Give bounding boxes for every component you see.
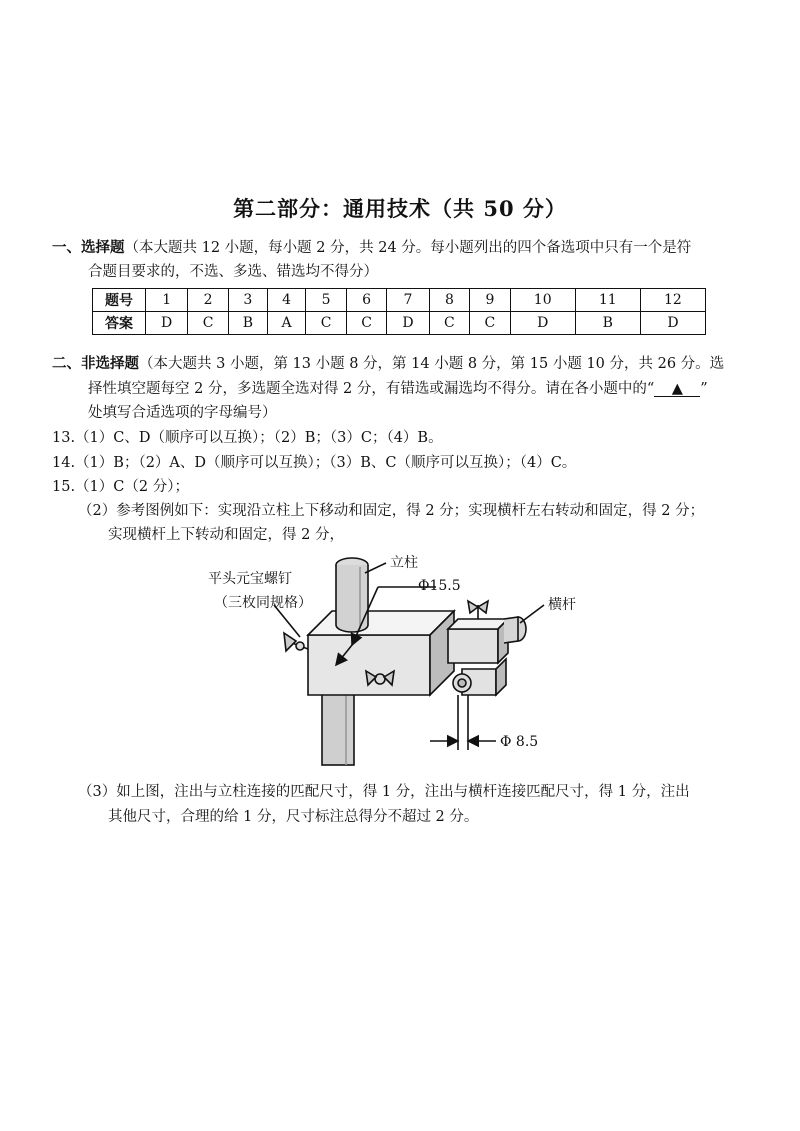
table-cell: 11 <box>575 289 640 312</box>
label-dim-crossbar: Φ 8.5 <box>500 734 539 750</box>
section2-line2-text: 择性填空题每空 2 分，多选题全选对得 2 分，有错选或漏选均不得分。请在各小题中的“ <box>88 381 655 397</box>
table-cell: C <box>306 312 347 335</box>
table-cell: 3 <box>228 289 267 312</box>
table-cell: C <box>429 312 470 335</box>
answer-q15-3a: （3）如上图，注出与立柱连接的匹配尺寸，得 1 分，注出与横杆连接匹配尺寸，得 1 分，注出 <box>78 784 690 800</box>
label-screw-1: 平头元宝螺钉 <box>208 571 292 587</box>
answer-q15-1: 15.（1）C（2 分）； <box>52 479 189 495</box>
section1-intro: （本大题共 12 小题，每小题 2 分，共 24 分。每小题列出的四个备选项中只有一个是符 <box>124 240 692 256</box>
table-cell: B <box>575 312 640 335</box>
label-dim-column: Φ15.5 <box>418 578 461 594</box>
label-screw-2: （三枚同规格） <box>214 595 312 611</box>
table-cell: D <box>510 312 575 335</box>
label-crossbar: 横杆 <box>548 597 576 613</box>
table-cell: 12 <box>640 289 705 312</box>
section1-heading: 一、选择题 <box>52 239 125 256</box>
answer-blank: ▲ <box>654 382 700 397</box>
table-cell: 1 <box>146 289 188 312</box>
table-cell: 5 <box>306 289 347 312</box>
table-cell: D <box>146 312 188 335</box>
table-cell: D <box>387 312 429 335</box>
table-cell: C <box>470 312 511 335</box>
answer-q15-2b: 实现横杆上下转动和固定，得 2 分， <box>108 527 344 543</box>
answer-q15-3b: 其他尺寸，合理的给 1 分，尺寸标注总得分不超过 2 分。 <box>108 809 479 825</box>
section2-line3: 处填写合适选项的字母编号） <box>88 405 277 421</box>
table-cell: 9 <box>470 289 511 312</box>
table-cell: 6 <box>346 289 387 312</box>
table-cell: 8 <box>429 289 470 312</box>
table-cell: D <box>640 312 705 335</box>
section2-heading: 二、非选择题 <box>52 355 139 372</box>
page-title: 第二部分：通用技术（共 50 分） <box>233 196 567 221</box>
answer-q14: 14.（1）B；（2）A、D（顺序可以互换）；（3）B、C（顺序可以互换）；（4）C。 <box>52 455 577 471</box>
section2-line2-close: ” <box>700 381 708 397</box>
table-header-answer: 答案 <box>93 312 146 335</box>
table-cell: 2 <box>188 289 229 312</box>
answer-table <box>92 288 706 335</box>
table-row <box>93 289 706 312</box>
section1-line1 <box>52 236 691 257</box>
table-cell: B <box>228 312 267 335</box>
answer-q15-2a: （2）参考图例如下：实现沿立柱上下移动和固定，得 2 分；实现横杆左右转动和固定，得 2 分； <box>78 503 705 519</box>
table-header-number: 题号 <box>93 289 146 312</box>
section2-intro: （本大题共 3 小题，第 13 小题 8 分，第 14 小题 8 分，第 15 小题 10 分，共 26 分。选 <box>139 356 725 372</box>
table-cell: A <box>267 312 305 335</box>
section2-line1 <box>52 352 724 373</box>
table-cell: C <box>188 312 229 335</box>
table-cell: 10 <box>510 289 575 312</box>
table-row <box>93 312 706 335</box>
label-column: 立柱 <box>390 555 418 571</box>
table-cell: 4 <box>267 289 305 312</box>
table-cell: C <box>346 312 387 335</box>
section1-line2: 合题目要求的，不选、多选、错选均不得分） <box>88 264 378 280</box>
section2-line2 <box>88 377 708 398</box>
answer-q13: 13.（1）C、D（顺序可以互换）；（2）B；（3）C；（4）B。 <box>52 430 443 446</box>
table-cell: 7 <box>387 289 429 312</box>
